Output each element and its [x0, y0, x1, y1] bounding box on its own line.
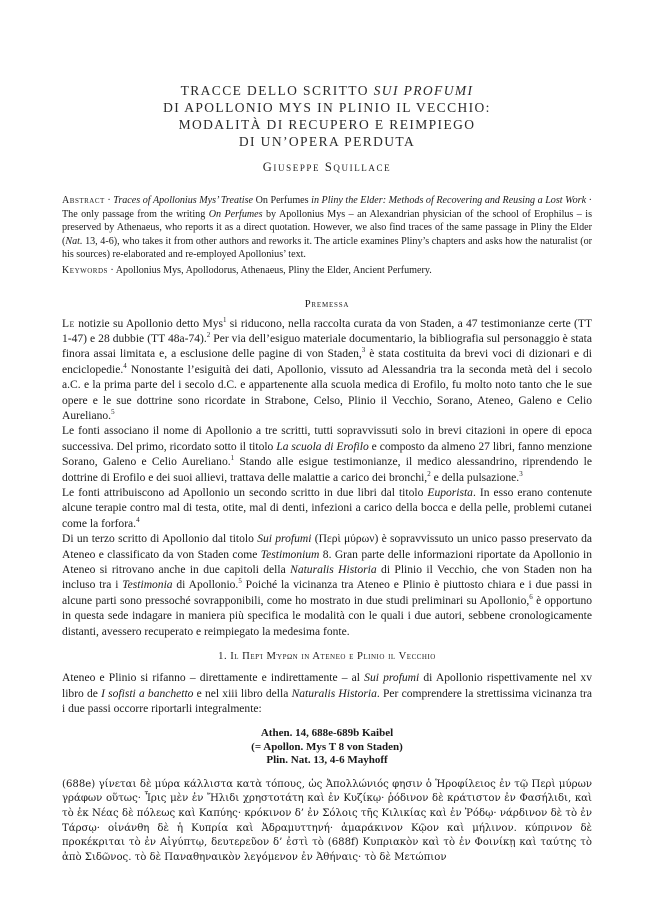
- abstract-italic: On Perfumes: [208, 208, 263, 220]
- title-italic: SUI PROFUMI: [373, 83, 474, 98]
- abstract-text: On Perfumes: [253, 195, 312, 206]
- italic-title: La scuola di Erofilo: [276, 440, 369, 453]
- text: Di un terzo scritto di Apollonio dal titolo: [62, 533, 258, 546]
- paragraph: [62, 671, 592, 717]
- section-number: 1.: [218, 651, 231, 663]
- footnote-ref: 6: [529, 593, 533, 602]
- footnote-ref: 2: [206, 331, 211, 340]
- text: Stando alle esigue testimonianze, il medico alessandrino, riprendendo le dottrine di Erofilo e dei suoi allievi, trattava delle malattie a carico dei bronchi,: [62, 456, 592, 484]
- text: Le fonti attribuiscono ad Apollonio un secondo scritto in due libri dal titolo: [62, 487, 428, 500]
- paragraph: [62, 317, 592, 425]
- text: 8. Gran parte delle informazioni riportate da Apollonio in Ateneo si ritrovano anche in due capitoli della: [62, 548, 592, 577]
- title-text: TRACCE DELLO SCRITTO: [180, 83, 374, 98]
- text: di Apollonio.: [172, 579, 239, 592]
- abstract-text: 13, 4-6), who takes it from other authors and reworks it. The article examines Pliny’s chapters and asks how the naturalist (or his sources) re-elaborated and re-employed Apollonius’ text.: [62, 235, 592, 261]
- citation-line: Athen. 14, 688e-689b Kaibel: [260, 727, 394, 740]
- article-page: [62, 82, 592, 866]
- text: . Per comprendere la strettissima vicinanza tra i due passi occorre riportarli integralmente:: [62, 687, 593, 715]
- footnote-ref: 1: [223, 315, 227, 324]
- footnote-ref: 4: [123, 361, 127, 370]
- text: Per via dell’esiguo materiale documentario, la bibliografia sul personaggio è stata finora assai limitata e, a esclusione delle pagine di von Staden,: [62, 332, 592, 361]
- greek-quotation: (688e) γίνεται δὲ μύρα κάλλιστα κατὰ τόπους, ὡς Ἀπολλώνιός φησιν ὁ Ἡροφίλειος ἐν τῷ Περὶ μύρων γράφων οὕτως· Ἶρις μὲν ἐν Ἤλιδι χρηστοτάτη καὶ ἐν Κυζίκῳ· ῥόδινον δὲ κράτιστον ἐν Φασήλιδι, καὶ τὸ ἐκ Νέας δὲ πόλεως καὶ Καπύης· κρόκινον δ’ ἐν Σόλοις τῆς Κιλικίας καὶ ἐν Ῥόδῳ· νάρδινον δὲ τὸ ἐν Τάρσῳ· οἰνάνθη δὲ ἡ Κυπρία καὶ Ἀδραμυττηνή· ἀμαράκινον Κῷον καὶ μήλινον. κύπρινον δὲ προκέκριται τὸ ἐν Αἰγύπτῳ, δευτερεῦον δ’ ἐστὶ τὸ (688f) Κυπριακὸν καὶ τὸ ἐν Φοινίκῃ καὶ ταύτης τὸ ἀπὸ Σιδῶνος. τὸ δὲ Παναθηναικὸν λεγόμενον ἐν Ἀθήναις· τὸ δὲ Μετώπιον: [62, 778, 592, 864]
- footnote-ref: 4: [136, 516, 140, 524]
- title-line-1: [62, 82, 592, 99]
- citation-line: Plin. Nat. 13, 4-6 Mayhoff: [266, 754, 388, 767]
- text: Le fonti associano il nome di Apollonio a tre scritti, tutti sopravvissuti solo in brevi citazioni in opere di epoca successiva. Del primo, ricordato sotto il titolo: [62, 425, 592, 453]
- keywords: [62, 264, 592, 278]
- text: notizie su Apollonio detto Mys: [74, 317, 223, 330]
- body-text-2: [62, 671, 592, 717]
- body-text: [62, 317, 592, 641]
- italic-title: I sofisti a banchetto: [101, 687, 194, 700]
- author-name: Giuseppe Squillace: [262, 160, 392, 174]
- text: è stata costituita da brevi voci di dizionari e di enciclopedie.: [62, 348, 592, 376]
- section-heading-1: [62, 651, 592, 662]
- footnote-ref: 1: [230, 454, 235, 463]
- italic-title: Testimonium: [260, 548, 320, 561]
- text: e della pulsazione.: [430, 471, 520, 484]
- abstract-italic: Nat.: [65, 235, 83, 247]
- section-heading-premessa: Premessa: [304, 298, 350, 310]
- title-line-4: DI UN’OPERA PERDUTA: [238, 134, 416, 149]
- citation-line: (= Apollon. Mys T 8 von Staden): [251, 740, 403, 753]
- footnote-ref: 3: [361, 346, 366, 355]
- text: Poiché la vicinanza tra Ateneo e Plinio è piuttosto chiara e i due passi in alcune parti sono pressoché sovrapponibili, come ho mostrato in due studi preliminari su Apollonio,: [62, 579, 592, 607]
- footnote-ref: 2: [427, 469, 431, 478]
- text: e composto da almeno 27 libri, fanno menzione Sorano, Galeno e Celio Aureliano.: [62, 440, 593, 469]
- italic-title: Testimonia: [122, 579, 173, 592]
- text: (Περὶ μύρων) è sopravvissuto un unico passo preservato da Ateneo e classificato da von Staden come: [62, 533, 592, 561]
- footnote-ref: 5: [111, 408, 115, 417]
- text: Nonostante l’esiguità dei dati, Apollonio, vissuto ad Alessandria tra la seconda metà del i secolo a.C. e la prima parte del i secolo d.C. e appartenente alla scuola medica di Erofilo, fu molto noto tanto che le sue opere e le sue dottrine sono ricordate in Strabone, Celso, Plinio il Vecchio, Sorano, Ateneo, Galeno e Celio Aureliano.: [62, 363, 592, 422]
- keywords-label: Keywords: [62, 264, 108, 276]
- italic-title: Naturalis Historia: [290, 564, 377, 577]
- section-title: Il Περὶ Μύρων in Ateneo e Plinio il Vecchio: [230, 651, 436, 663]
- text: Ateneo e Plinio si rifanno – direttamente e indirettamente – al: [62, 672, 365, 685]
- lead-word: Le: [62, 317, 75, 330]
- title-line-2: DI APOLLONIO MYS IN PLINIO IL VECCHIO:: [163, 100, 491, 115]
- text: di Apollonio rispettivamente nel xv libro de: [62, 672, 592, 700]
- italic-title: Sui profumi: [257, 533, 312, 546]
- abstract: [62, 194, 592, 262]
- paragraph: [62, 486, 592, 532]
- title-line-3: MODALITÀ DI RECUPERO E REIMPIEGO: [178, 117, 476, 132]
- separator: ·: [104, 195, 114, 206]
- abstract-label: Abstract: [62, 195, 105, 206]
- text: è opportuno in questa sede indagare in maniera più specifica le modalità con le quali i due autori, sebbene cronologicamente distanti, avessero recuperato e reimpiegato la medesima fonte.: [62, 594, 592, 638]
- text: . In esso erano contenute alcune terapie contro mal di testa, otite, mal di denti, infezioni a carico della bocca e della pelle, problemi cutanei come la forfora.: [62, 487, 592, 530]
- abstract-en-title: Traces of Apollonius Mys’ Treatise: [113, 195, 254, 206]
- italic-title: Naturalis Historia: [291, 687, 377, 700]
- text: e nel xiii libro della: [193, 687, 292, 700]
- abstract-text: The only passage from the writing: [62, 208, 209, 220]
- italic-title: Euporista: [427, 487, 473, 500]
- abstract-en-title: in Pliny the Elder: Methods of Recovering and Reusing a Lost Work: [311, 195, 587, 206]
- paragraph: [62, 532, 592, 640]
- italic-title: Sui profumi: [364, 672, 420, 685]
- article-title: [62, 82, 592, 150]
- keywords-text: · Apollonius Mys, Apollodorus, Athenaeus, Pliny the Elder, Ancient Perfumery.: [107, 264, 432, 276]
- footnote-ref: 5: [238, 577, 242, 586]
- source-citation: [62, 727, 592, 767]
- text: si riducono, nella raccolta curata da von Staden, a 47 testimonianze certe (TT 1-47) e 28 dubbie (TT 48a-74).: [62, 317, 593, 345]
- footnote-ref: 3: [519, 469, 523, 478]
- paragraph: [62, 424, 592, 486]
- text: di Plinio il Vecchio, che von Staden non ha incluso tra i: [62, 564, 592, 592]
- abstract-text: by Apollonius Mys – an Alexandrian physician of the school of Erophilus – is preserved by Athenaeus, who reports it as a direct quotation. However, we also find traces of the same passage in Pliny the Elder (: [62, 208, 592, 247]
- separator: ·: [586, 195, 593, 206]
